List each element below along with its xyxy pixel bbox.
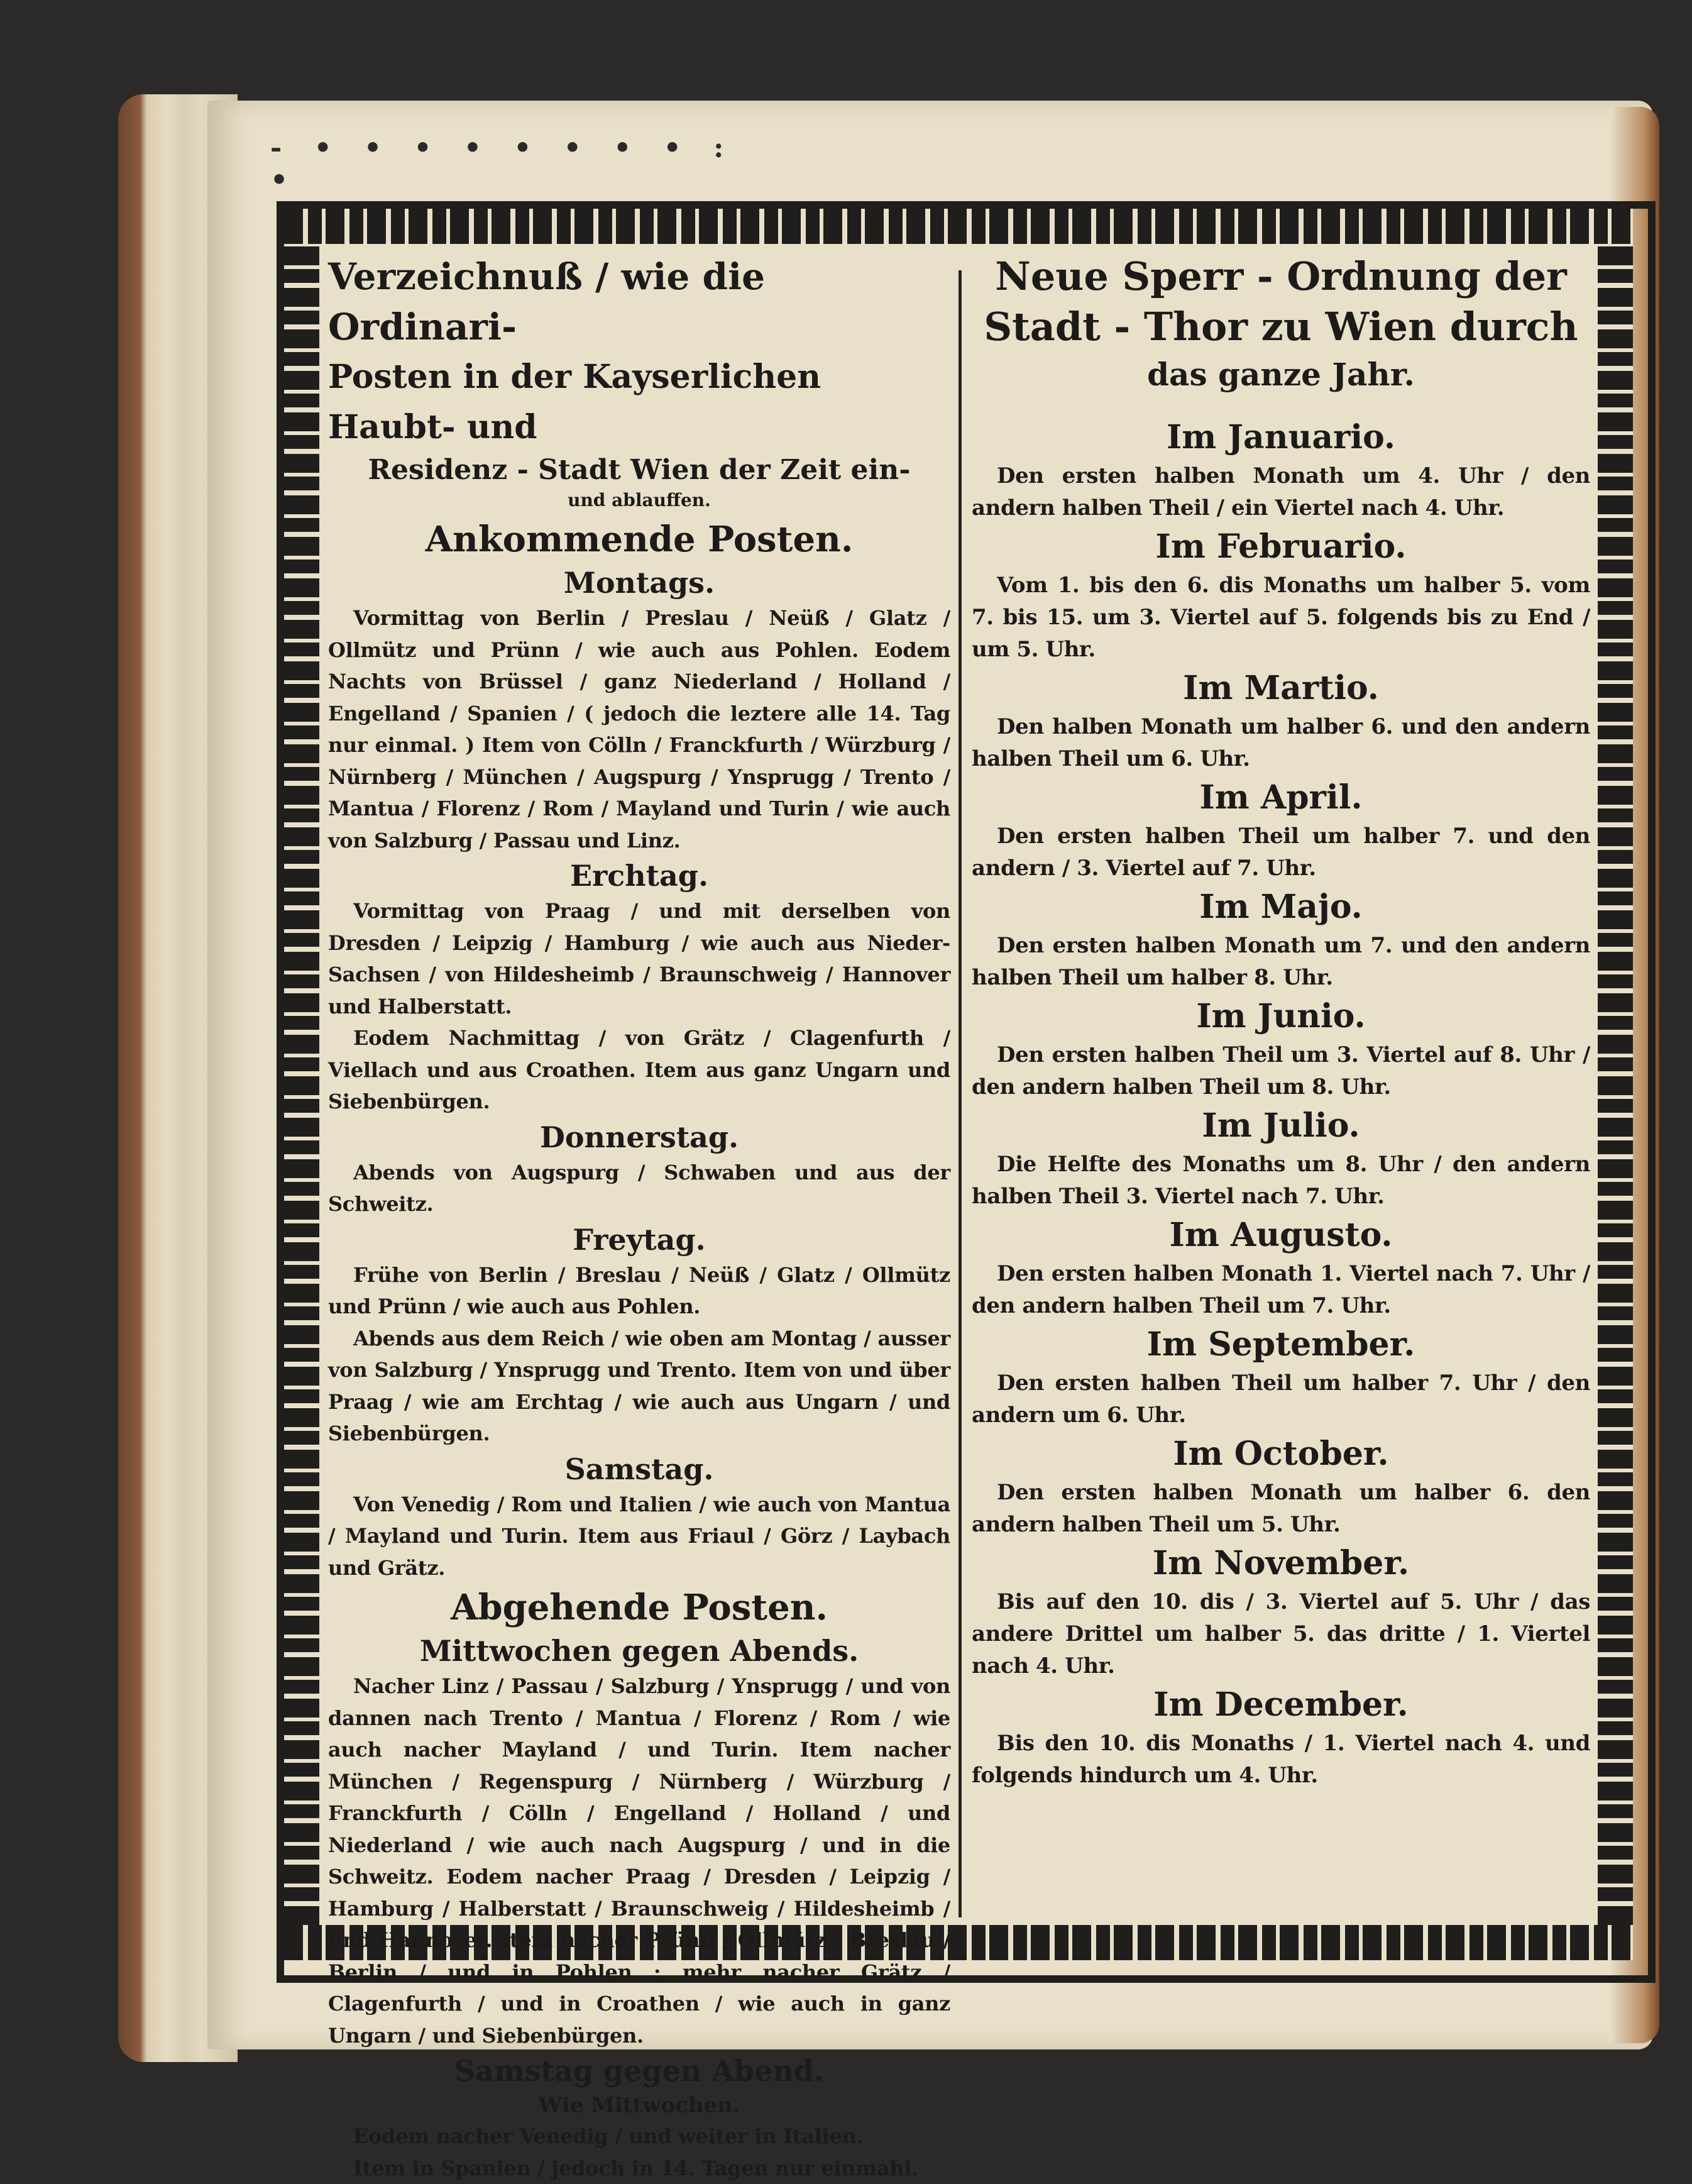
month-text-june: Den ersten halben Theil um 3. Viertel auf 8. Uhr / den andern halben Theil um 8. Uhr.	[972, 1039, 1590, 1103]
samstag-abend-subheading: Wie Mittwochen.	[328, 2090, 950, 2121]
gate-closing-column	[972, 251, 1590, 1792]
month-heading-june: Im Junio.	[972, 994, 1590, 1039]
month-heading-march: Im Martio.	[972, 666, 1590, 711]
month-heading-october: Im October.	[972, 1431, 1590, 1477]
month-text-october: Den ersten halben Monath um halber 6. den andern halben Theil um 5. Uhr.	[972, 1477, 1590, 1541]
mittwochen-text: Nacher Linz / Passau / Salzburg / Ynsprugg / und von dannen nach Trento / Mantua / Florenz / Rom / wie auch nacher Mayland / und Turin. Item nacher München / Regenspurg / Nürnberg / Würzburg / Franckfurth / Cölln / Engelland / Holland / und Niederland / wie auch nach Augspurg / und in die Schweitz. Eodem nacher Praag / Dresden / Leipzig / Hamburg / Halberstatt / Braunschweig / Hildesheimb / und Hannover. Item nacher Prünn / Ollmütz / Breslau / Berlin / und in Pohlen ; mehr nacher Grätz / Clagenfurth / und in Croathen / wie auch in ganz Ungarn / und Siebenbürgen.	[328, 1670, 950, 2051]
header-ink-specks: - • • • • • • • • : •	[270, 132, 773, 170]
month-heading-january: Im Januario.	[972, 415, 1590, 460]
day-heading-donnerstag: Donnerstag.	[328, 1118, 950, 1157]
month-heading-may: Im Majo.	[972, 885, 1590, 930]
month-text-april: Den ersten halben Theil um halber 7. und den andern / 3. Viertel auf 7. Uhr.	[972, 820, 1590, 885]
ornament-band-top	[284, 209, 1633, 244]
month-text-december: Bis den 10. dis Monaths / 1. Viertel nach 4. und folgends hindurch um 4. Uhr.	[972, 1728, 1590, 1792]
column-divider	[959, 270, 962, 1917]
postal-schedule-column	[328, 251, 950, 2184]
gate-title-line-2: Stadt - Thor zu Wien durch	[972, 302, 1590, 352]
montags-text: Vormittag von Berlin / Preslau / Neüß / Glatz / Ollmütz und Prünn / wie auch aus Pohlen. Eodem Nachts von Brüssel / ganz Niederland / Holland / Engelland / Spanien / ( jedoch die leztere alle 14. Tag nur einmal. ) Item von Cölln / Franckfurth / Würzburg / Nürnberg / München / Augspurg / Ynsprugg / Trento / Mantua / Florenz / Rom / Mayland und Turin / wie auch von Salzburg / Passau und Linz.	[328, 602, 950, 856]
postal-title-tail: und ablauffen.	[328, 488, 950, 513]
month-text-august: Den ersten halben Monath 1. Viertel nach 7. Uhr / den andern halben Theil um 7. Uhr.	[972, 1258, 1590, 1322]
postal-title-line-3: Residenz - Stadt Wien der Zeit ein-	[328, 453, 950, 488]
day-heading-freytag: Freytag.	[328, 1220, 950, 1259]
month-heading-november: Im November.	[972, 1541, 1590, 1586]
month-heading-february: Im Februario.	[972, 524, 1590, 570]
month-heading-december: Im December.	[972, 1682, 1590, 1728]
departing-heading: Abgehende Posten.	[328, 1584, 950, 1631]
day-heading-samstag: Samstag.	[328, 1450, 950, 1489]
month-text-september: Den ersten halben Theil um halber 7. Uhr / den andern um 6. Uhr.	[972, 1367, 1590, 1431]
day-heading-erchtag: Erchtag.	[328, 856, 950, 895]
month-text-february: Vom 1. bis den 6. dis Monaths um halber 5. vom 7. bis 15. um 3. Viertel auf 5. folgends bis zu End / um 5. Uhr.	[972, 570, 1590, 666]
freytag-text-1: Frühe von Berlin / Breslau / Neüß / Glatz / Ollmütz und Prünn / wie auch aus Pohlen.	[328, 1259, 950, 1323]
postal-title-line-2: Posten in der Kayserlichen Haubt- und	[328, 352, 950, 453]
donnerstag-text: Abends von Augspurg / Schwaben und aus der Schweitz.	[328, 1157, 950, 1220]
gate-title-line-1: Neue Sperr - Ordnung der	[972, 251, 1590, 302]
ornament-band-left	[284, 244, 319, 1925]
samstag-text: Von Venedig / Rom und Italien / wie auch von Mantua / Mayland und Turin. Item aus Friaul / Görz / Laybach und Grätz.	[328, 1489, 950, 1584]
month-heading-august: Im Augusto.	[972, 1213, 1590, 1258]
postal-title-line-1: Verzeichnuß / wie die Ordinari-	[328, 251, 950, 352]
gate-title-line-3: das ganze Jahr.	[972, 352, 1590, 397]
month-text-july: Die Helfte des Monaths um 8. Uhr / den andern halben Theil 3. Viertel nach 7. Uhr.	[972, 1149, 1590, 1213]
month-text-january: Den ersten halben Monath um 4. Uhr / den andern halben Theil / ein Viertel nach 4. Uhr.	[972, 460, 1590, 524]
arriving-heading: Ankommende Posten.	[328, 516, 950, 563]
day-heading-samstag-abend: Samstag gegen Abend.	[328, 2051, 950, 2090]
samstag-abend-text-2: Item in Spanien / jedoch in 14. Tagen nur einmahl.	[328, 2153, 950, 2184]
month-heading-april: Im April.	[972, 775, 1590, 820]
month-text-march: Den halben Monath um halber 6. und den andern halben Theil um 6. Uhr.	[972, 711, 1590, 775]
day-heading-mittwochen: Mittwochen gegen Abends.	[328, 1631, 950, 1670]
freytag-text-2: Abends aus dem Reich / wie oben am Montag / ausser von Salzburg / Ynsprugg und Trento. Item von und über Praag / wie am Erchtag / wie auch aus Ungarn / und Siebenbürgen.	[328, 1323, 950, 1450]
month-text-november: Bis auf den 10. dis / 3. Viertel auf 5. Uhr / das andere Drittel um halber 5. das dritte / 1. Viertel nach 4. Uhr.	[972, 1586, 1590, 1682]
erchtag-text-2: Eodem Nachmittag / von Grätz / Clagenfurth / Viellach und aus Croathen. Item aus ganz Ungarn und Siebenbürgen.	[328, 1022, 950, 1118]
month-heading-july: Im Julio.	[972, 1103, 1590, 1149]
month-heading-september: Im September.	[972, 1322, 1590, 1367]
samstag-abend-text-1: Eodem nacher Venedig / und weiter in Italien.	[328, 2121, 950, 2153]
ornament-band-right	[1598, 244, 1633, 1925]
erchtag-text-1: Vormittag von Praag / und mit derselben von Dresden / Leipzig / Hamburg / wie auch aus Nieder-Sachsen / von Hildesheimb / Braunschweig / Hannover und Halberstatt.	[328, 895, 950, 1022]
day-heading-montags: Montags.	[328, 563, 950, 602]
month-text-may: Den ersten halben Monath um 7. und den andern halben Theil um halber 8. Uhr.	[972, 930, 1590, 994]
